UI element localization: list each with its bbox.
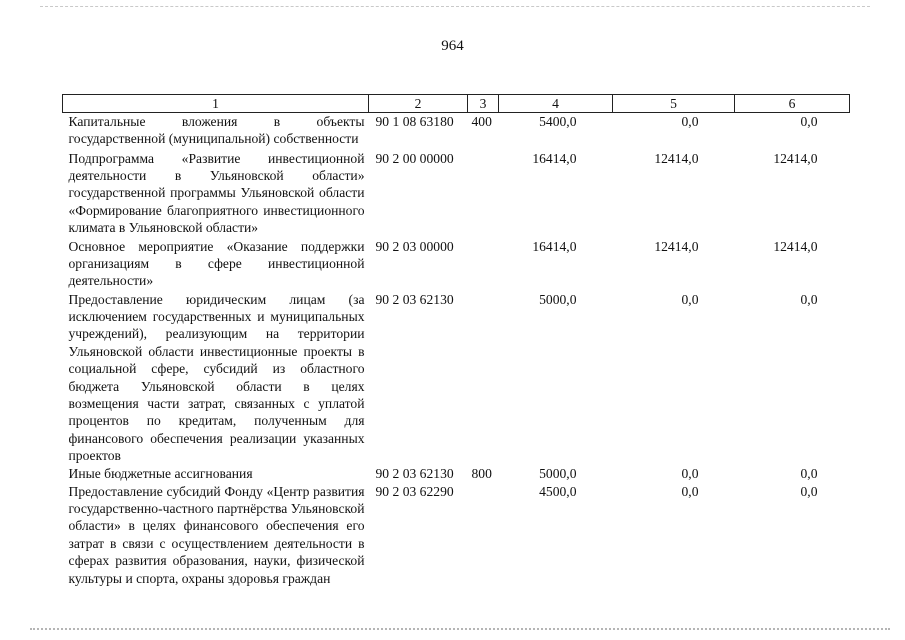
row-value-1: 5000,0	[539, 465, 577, 481]
row-value-1: 16414,0	[532, 150, 577, 166]
table-body	[63, 113, 850, 605]
row-value-2: 0,0	[681, 114, 699, 129]
row-code: 90 1 08 63180	[375, 114, 454, 129]
row-name: Капитальные вложения в объекты государственной (муниципальной) собственности	[68, 114, 365, 147]
scan-edge-bottom	[30, 628, 890, 630]
row-value-1: 4500,0	[539, 483, 577, 499]
row-type	[468, 238, 499, 291]
row-type	[468, 150, 499, 238]
row-value-3: 12414,0	[773, 150, 818, 166]
header-row	[63, 95, 850, 113]
row-code: 90 2 03 62290	[375, 483, 454, 499]
column-header-4: 4	[499, 95, 613, 113]
row-code: 90 2 03 62130	[375, 465, 454, 481]
column-header-5: 5	[613, 95, 735, 113]
table-row	[63, 465, 850, 483]
row-value-3: 0,0	[800, 465, 818, 481]
row-value-2: 0,0	[681, 291, 699, 307]
budget-table	[62, 94, 850, 605]
table-row	[63, 113, 850, 150]
row-name: Основное мероприятие «Оказание поддержки организациям в сфере инвестиционной деятельности»	[68, 238, 365, 289]
row-code: 90 2 03 62130	[375, 291, 454, 307]
row-value-3: 0,0	[800, 114, 818, 129]
table-row	[63, 483, 850, 605]
table-row	[63, 291, 850, 465]
row-value-2: 0,0	[681, 483, 699, 499]
column-header-6: 6	[735, 95, 850, 113]
row-type: 400	[471, 114, 492, 129]
table-row	[63, 150, 850, 238]
page-number: 964	[441, 38, 464, 54]
row-name: Подпрограмма «Развитие инвестиционной деятельности в Ульяновской области» государственной программы Ульяновской области «Формирование благоприятного инвестиционного климата в Ульяновской области»	[68, 150, 365, 236]
row-value-1: 16414,0	[532, 238, 577, 254]
table-header	[63, 95, 850, 113]
row-value-3: 12414,0	[773, 238, 818, 254]
table-row	[63, 238, 850, 291]
row-value-2: 0,0	[681, 465, 699, 481]
row-value-1: 5000,0	[539, 291, 577, 307]
row-value-3: 0,0	[800, 291, 818, 307]
row-name: Иные бюджетные ассигнования	[68, 465, 253, 481]
row-code: 90 2 03 00000	[375, 238, 454, 254]
row-value-2: 12414,0	[654, 150, 699, 166]
row-name: Предоставление юридическим лицам (за исключением государственных и муниципальных учреждений), реализующим на территории Ульяновской области инвестиционные проекты в социальной сфере, субсидий из областного бюджета Ульяновской области в целях возмещения части затрат, связанных с уплатой процентов по кредитам, полученным для финансового обеспечения реализации указанных проектов	[68, 291, 365, 464]
row-value-2: 12414,0	[654, 238, 699, 254]
row-value-1: 5400,0	[539, 114, 577, 129]
row-code: 90 2 00 00000	[375, 150, 454, 166]
row-type	[468, 291, 499, 465]
row-type: 800	[471, 465, 492, 481]
column-header-3: 3	[468, 95, 499, 113]
column-header-1: 1	[63, 95, 369, 113]
row-value-3: 0,0	[800, 483, 818, 499]
scan-edge-top	[40, 6, 870, 7]
row-type	[468, 483, 499, 605]
row-name: Предоставление субсидий Фонду «Центр развития государственно-частного партнёрства Ульяновской области» в целях финансового обеспечения его затрат в связи с осуществлением деятельности в сферах развития образования, науки, физической культуры и спорта, охраны здоровья граждан	[68, 483, 365, 586]
column-header-2: 2	[369, 95, 468, 113]
